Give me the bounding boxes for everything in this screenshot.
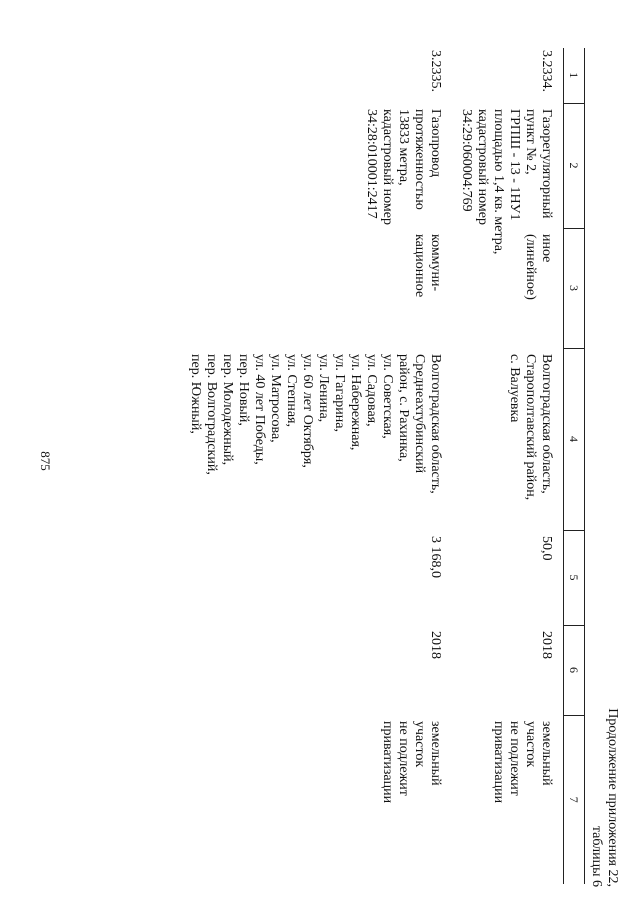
column-header-5: 5 [564, 530, 585, 625]
column-header-3: 3 [564, 228, 585, 348]
object-address-line: Среднеахтубинский [412, 354, 427, 474]
object-address-line: ул. Набережная, [348, 354, 363, 451]
object-name-line: пункт № 2, [523, 109, 538, 175]
object-note-line: земельный [428, 721, 443, 786]
row-number-cell: 3.2334. [539, 50, 554, 92]
object-value-cell: 3 168,0 [428, 536, 443, 578]
page-number: 875 [38, 451, 53, 471]
object-name-cell [181, 103, 452, 228]
object-type-line: коммуни- [428, 234, 443, 292]
object-address-line: ул. Матросова, [268, 354, 283, 443]
object-note-cell [181, 715, 452, 884]
object-address-line: Старополтавский район, [523, 354, 538, 501]
object-type-line: кационное [412, 234, 427, 298]
object-address-line: ул. 40 лет Победы, [252, 354, 267, 465]
object-type-line: (линейное) [523, 234, 538, 300]
object-name-line: кадастровый номер [380, 109, 395, 225]
object-address-line: ул. Степная, [284, 354, 299, 427]
object-note-line: участок [412, 721, 427, 768]
object-name-line: Газопровод [428, 109, 443, 178]
header-row [564, 48, 585, 884]
object-address-line: с. Валуевка [507, 354, 522, 423]
object-address-line: район, с. Рахинка, [396, 354, 411, 462]
object-type-line: иное [539, 234, 554, 263]
caption-line-2: таблицы 6 [589, 825, 604, 887]
object-address-cell [181, 348, 452, 530]
object-address-line: пер. Новый, [236, 354, 251, 426]
caption-line-1: Продолжение приложения 22, [605, 708, 620, 887]
object-name-line: Газорегуляторный [539, 109, 554, 219]
column-header-2: 2 [564, 103, 585, 228]
object-note-line: участок [523, 721, 538, 768]
object-name-line: ГРПШ - 13 - 1НУ1 [507, 109, 522, 221]
column-header-1: 1 [564, 48, 585, 103]
object-address-line: пер. Молодежный, [220, 354, 235, 466]
object-name-line: протяженностью [412, 109, 427, 210]
object-address-line: ул. Садовая, [364, 354, 379, 427]
object-name-line: 13833 метра, [396, 109, 411, 186]
object-type-cell [181, 228, 452, 348]
object-address-line: Волгоградская область, [539, 354, 554, 494]
object-address-line: пер. Волгоградский, [204, 354, 219, 475]
object-address-cell [452, 348, 564, 530]
object-type-cell [452, 228, 564, 348]
column-header-4: 4 [564, 348, 585, 530]
table-caption [588, 708, 620, 887]
object-address-line: Волгоградская область, [428, 354, 443, 494]
row-number-cell: 3.2335. [428, 50, 443, 92]
object-note-cell [452, 715, 564, 884]
object-note-line: не подлежит [507, 721, 522, 796]
object-note-line: не подлежит [396, 721, 411, 796]
table-row [181, 48, 452, 884]
object-value-cell: 50,0 [539, 536, 554, 561]
object-name-line: 34:29:060004:769 [459, 109, 474, 212]
object-name-line: кадастровый номер [475, 109, 490, 225]
object-name-line: площадью 1,4 кв. метра, [491, 109, 506, 255]
object-year-cell: 2018 [539, 631, 554, 659]
object-address-line: ул. Советская, [380, 354, 395, 439]
object-address-line: ул. Ленина, [316, 354, 331, 423]
property-table [181, 48, 585, 884]
column-header-6: 6 [564, 625, 585, 715]
object-year-cell: 2018 [428, 631, 443, 659]
object-note-line: земельный [539, 721, 554, 786]
object-note-line: приватизации [491, 721, 506, 804]
object-name-line: 34:28:010001:2417 [364, 109, 379, 219]
table-row [452, 48, 564, 884]
column-header-7: 7 [564, 715, 585, 884]
object-address-line: ул. 60 лет Октября, [300, 354, 315, 468]
table-body [181, 48, 564, 884]
object-address-line: пер. Южный, [188, 354, 203, 434]
object-note-line: приватизации [380, 721, 395, 804]
object-address-line: ул. Гагарина, [332, 354, 347, 432]
